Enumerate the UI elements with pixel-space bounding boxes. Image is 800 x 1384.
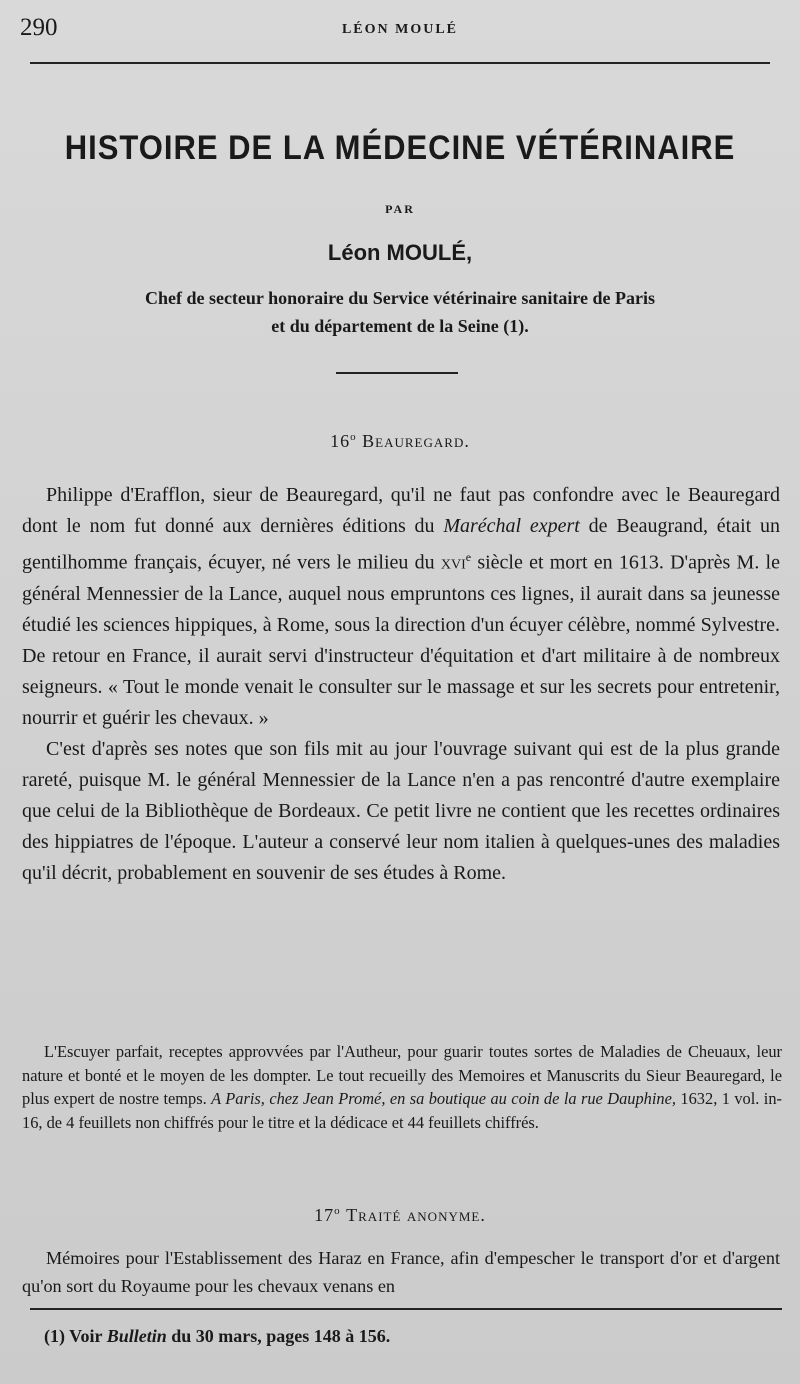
footnote-italic: Bulletin [106,1326,167,1346]
paragraph-2: C'est d'après ses notes que son fils mit au jour l'ouvrage suivant qui est de la plus grande rareté, puisque M. le général Mennessier de la Lance n'en a pas rencontré d'autre exemplaire que celui de la Bibliothèque de Bordeaux. Ce petit livre ne contient que les recettes ordinaires des hippiatres de l'époque. L'auteur a conservé leur nom italien à quelques-unes des maladies qu'il décrit, probablement en souvenir de ses études à Rome. [22,737,780,884]
body-text-beauregard [22,480,780,889]
paragraph-3: Mémoires pour l'Establissement des Haraz en France, afin d'empescher le transport d'or et d'argent qu'on sort du Royaume pour les chevaux venans en [22,1248,780,1296]
paragraph-1 [22,480,780,734]
section-name: Beauregard. [362,431,470,451]
footnote [44,1326,764,1347]
footnote-rule [30,1308,782,1310]
section-heading-16 [0,431,800,452]
body-text-traite [22,1244,780,1300]
footnote-text-2: du 30 mars, pages 148 à 156. [166,1326,391,1346]
section-degree: o [334,1205,341,1217]
section-degree: o [350,431,357,443]
bibliographic-text [22,1040,782,1134]
section-name: Traité anonyme. [346,1205,486,1225]
section-number: 17 [314,1205,335,1225]
bibliographic-entry [22,1040,782,1134]
page-header [0,14,800,50]
paragraph-1-text-3: siècle et mort en 1613. D'après M. le général Mennessier de la Lance, auquel nous empruntons ces lignes, il aurait dans sa jeunesse étudié les sciences hippiques, à Rome, sous la direction d'un écuyer célèbre, nommé Sylvestre. De retour en France, il aurait servi d'instructeur d'équitation et d'art militaire à de nombreux seigneurs. « Tout le monde venait le consulter sur le massage et sur les secrets pour entretenir, nourrir et guérir les chevaux. » [22,551,780,729]
article-title: HISTOIRE DE LA MÉDECINE VÉTÉRINAIRE [64,127,736,168]
section-heading-17 [0,1205,800,1226]
author-name: Léon MOULÉ, [327,240,473,265]
footnote-text: (1) Voir [44,1326,107,1346]
paragraph-1-text: Philippe d'Erafflon, sieur de Beauregard, qu'il ne faut pas confondre avec le Beauregard dont le nom fut donné aux dernières éditions du [22,484,780,537]
affiliation-line-2: et du département de la Seine (1). [271,316,529,336]
century-sup: e [465,550,472,564]
author-affiliation [0,284,800,340]
century-numeral: xvi [440,551,466,574]
paragraph-1-text-2: de Beaugrand, était un gentilhomme français, écuyer, né vers le milieu du [22,515,781,574]
page-number: 290 [20,14,58,41]
biblio-text-2: 1632, 1 vol. in-16, de 4 feuillets non chiffrés pour le titre et la dédicace et 44 feuillets chiffrés. [22,1089,782,1132]
biblio-text: L'Escuyer parfait, receptes approvvées par l'Autheur, pour guarir toutes sortes de Maladies de Cheuaux, leur nature et bonté et le moyen de les dompter. Le tout recueilly des Memoires et Manuscrits du Sieur Beauregard, le plus expert de nostre temps. [22,1042,782,1109]
header-rule [30,62,770,64]
byline-par: PAR [385,202,415,216]
affiliation-line-1: Chef de secteur honoraire du Service vétérinaire sanitaire de Paris [144,288,656,308]
section-number: 16 [330,431,351,451]
section-divider [336,372,458,374]
running-head: LÉON MOULÉ [341,22,459,37]
paragraph-1-italic: Maréchal expert [443,515,580,537]
biblio-italic: A Paris, chez Jean Promé, en sa boutique au coin de la rue Dauphine, [211,1089,676,1109]
